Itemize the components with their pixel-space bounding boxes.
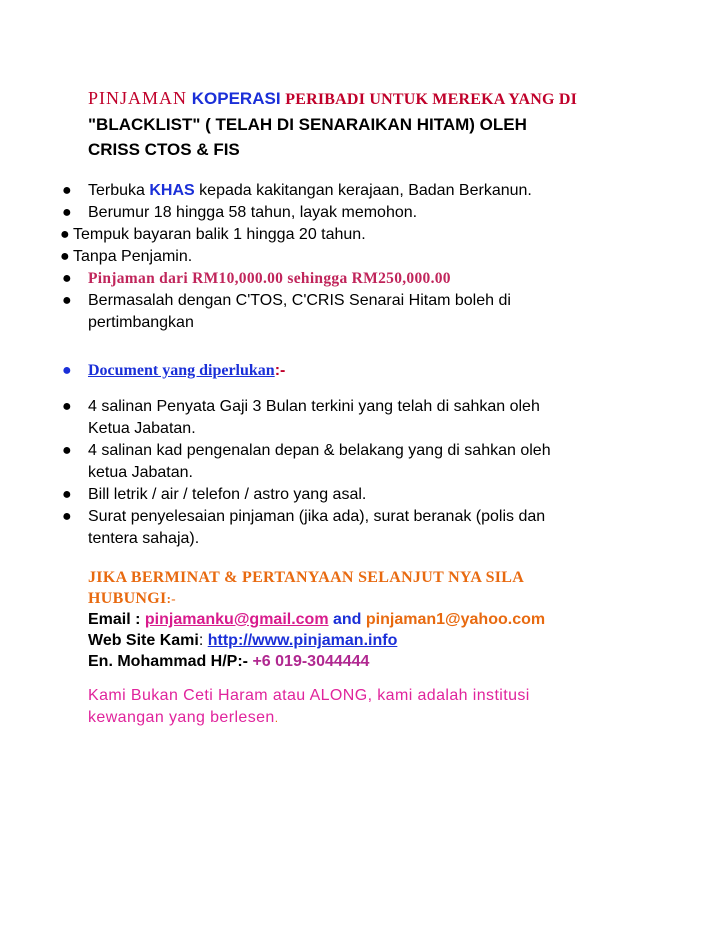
document-text: ketua Jabatan. bbox=[88, 464, 193, 481]
phone-line bbox=[88, 651, 718, 672]
document-text: Surat penyelesaian pinjaman (jika ada), surat beranak (polis dan bbox=[88, 508, 546, 525]
title-line-2: "BLACKLIST" ( TELAH DI SENARAIKAN HITAM) OLEH bbox=[88, 115, 527, 134]
bullet-icon: ● bbox=[62, 292, 72, 309]
features-list bbox=[0, 180, 720, 334]
feature-text: Tempuk bayaran balik 1 hingga 20 tahun. bbox=[73, 226, 366, 243]
feature-text: kepada kakitangan kerajaan, Badan Berkanun. bbox=[194, 182, 532, 199]
list-item bbox=[0, 202, 720, 224]
documents-heading-list bbox=[0, 360, 720, 382]
feature-text: pertimbangkan bbox=[88, 314, 194, 331]
list-item bbox=[0, 440, 720, 484]
document-text: Ketua Jabatan. bbox=[88, 420, 196, 437]
website-colon: : bbox=[198, 632, 208, 649]
documents-heading: Document yang diperlukan bbox=[88, 362, 275, 379]
document-text: 4 salinan Penyata Gaji 3 Bulan terkini yang telah di sahkan oleh bbox=[88, 398, 540, 415]
contact-heading-suffix: :- bbox=[166, 591, 176, 606]
document-text: Bill letrik / air / telefon / astro yang asal. bbox=[88, 486, 367, 503]
bullet-icon: ● bbox=[60, 248, 70, 265]
list-item bbox=[0, 224, 720, 246]
documents-heading-suffix: :- bbox=[274, 362, 286, 379]
bullet-icon: ● bbox=[60, 226, 70, 243]
documents-list bbox=[0, 396, 720, 550]
website-line bbox=[88, 630, 718, 651]
email-line bbox=[88, 609, 718, 630]
feature-text: Bermasalah dengan C'TOS, C'CRIS Senarai Hitam boleh di bbox=[88, 292, 511, 309]
email-label: Email : bbox=[88, 611, 145, 628]
bullet-icon: ● bbox=[62, 362, 72, 379]
title-line-1 bbox=[88, 86, 708, 112]
bullet-icon: ● bbox=[62, 442, 72, 459]
list-item bbox=[0, 506, 720, 550]
list-item bbox=[0, 360, 720, 382]
bullet-icon: ● bbox=[62, 204, 72, 221]
email-and: and bbox=[328, 611, 366, 628]
list-item bbox=[0, 268, 720, 290]
title-word-pinjaman: PINJAMAN bbox=[88, 88, 188, 108]
list-item bbox=[0, 290, 720, 334]
list-item bbox=[0, 180, 720, 202]
contact-heading-line-2: HUBUNGI bbox=[88, 590, 167, 607]
document-title bbox=[88, 86, 708, 162]
contact-heading-line-1: JIKA BERMINAT & PERTANYAAN SELANJUT NYA SILA bbox=[88, 569, 525, 586]
contact-section bbox=[88, 567, 718, 672]
document-text: 4 salinan kad pengenalan depan & belakang yang di sahkan oleh bbox=[88, 442, 551, 459]
website-link[interactable]: http://www.pinjaman.info bbox=[207, 632, 398, 649]
contact-heading bbox=[88, 567, 718, 609]
disclaimer-note bbox=[88, 685, 648, 729]
bullet-icon: ● bbox=[62, 182, 72, 199]
bullet-icon: ● bbox=[62, 486, 72, 503]
feature-text: Tanpa Penjamin. bbox=[73, 248, 193, 265]
contact-name-label: En. Mohammad H/P:- bbox=[88, 653, 253, 670]
disclaimer-dot: . bbox=[274, 711, 279, 725]
phone-number: +6 019-3044444 bbox=[252, 653, 370, 670]
document-text: tentera sahaja). bbox=[88, 530, 200, 547]
feature-text: Berumur 18 hingga 58 tahun, layak memohon. bbox=[88, 204, 418, 221]
feature-text: Terbuka bbox=[88, 182, 150, 199]
website-label: Web Site Kami bbox=[88, 632, 199, 649]
feature-loan-range: Pinjaman dari RM10,000.00 sehingga RM250,000.00 bbox=[88, 270, 451, 287]
list-item bbox=[0, 484, 720, 506]
disclaimer-line-2: kewangan yang berlesen bbox=[88, 709, 275, 726]
title-line-3: CRISS CTOS & FIS bbox=[88, 140, 240, 159]
title-word-koperasi: KOPERASI bbox=[191, 89, 281, 108]
feature-khas: KHAS bbox=[149, 182, 195, 199]
title-word-peribadi: PERIBADI UNTUK MEREKA YANG DI bbox=[285, 91, 578, 108]
bullet-icon: ● bbox=[62, 270, 72, 287]
list-item bbox=[0, 396, 720, 440]
bullet-icon: ● bbox=[62, 398, 72, 415]
bullet-icon: ● bbox=[62, 508, 72, 525]
email-link-1[interactable]: pinjamanku@gmail.com bbox=[144, 611, 329, 628]
email-2[interactable]: pinjaman1@yahoo.com bbox=[365, 611, 546, 628]
list-item bbox=[0, 246, 720, 268]
disclaimer-line-1: Kami Bukan Ceti Haram atau ALONG, kami adalah institusi bbox=[88, 687, 530, 704]
